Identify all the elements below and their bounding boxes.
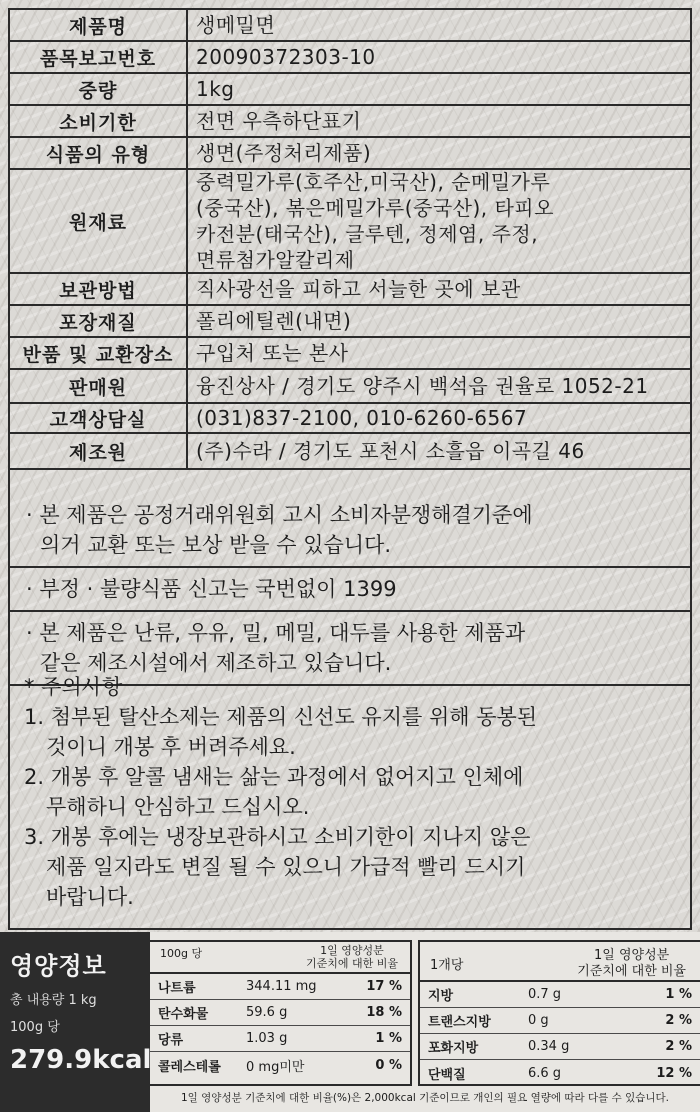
info-value [188, 74, 690, 104]
header-basis: 1개당 [430, 958, 464, 973]
nutrient-row [150, 1052, 410, 1078]
info-label: 제품명 [10, 10, 188, 40]
info-value-line: 생면(주정처리제품) [196, 141, 372, 165]
info-value [188, 434, 690, 468]
nutrient-name: 나트륨 [158, 981, 196, 996]
info-value [188, 338, 690, 368]
info-value-line: (주)수라 / 경기도 포천시 소흘읍 이곡길 46 [196, 439, 585, 463]
info-value-line: 면류첨가알칼리제 [196, 248, 355, 272]
nutrient-row [420, 1034, 700, 1060]
nutrition-table-right [418, 940, 700, 1086]
info-value [188, 274, 690, 304]
header-ratio-line-2: 기준치에 대한 비율 [577, 964, 686, 979]
notice-item [10, 494, 690, 568]
info-value [188, 138, 690, 168]
notice-line: · 본 제품은 난류, 우유, 밀, 메밀, 대두를 사용한 제품과 [26, 621, 526, 645]
nutrition-table-left [150, 940, 412, 1086]
nutrient-name: 콜레스테롤 [158, 1059, 221, 1075]
nutrient-percent: 2 % [665, 1013, 692, 1028]
nutrient-amount: 0 mg미만 [246, 1059, 305, 1075]
nutrition-table-header [150, 942, 410, 974]
header-ratio-line-1: 1일 영양성분 [320, 944, 384, 957]
info-value-line: 중력밀가루(호주산,미국산), 순메밀가루 [196, 170, 551, 194]
info-row [10, 274, 690, 306]
info-label: 포장재질 [10, 306, 188, 336]
nutrient-amount: 59.6 g [246, 1005, 288, 1020]
caution-line: 무해하니 안심하고 드십시오. [46, 795, 310, 819]
caution-title: * 주의사항 [24, 675, 123, 699]
caution-line: 것이니 개봉 후 버려주세요. [46, 735, 296, 759]
nutrition-summary [0, 932, 150, 1112]
nutrition-table-header [420, 942, 700, 982]
info-value-line: (031)837-2100, 010-6260-6567 [196, 406, 528, 430]
notice-section [10, 494, 690, 686]
info-value-line: 생메밀면 [196, 13, 276, 37]
info-value [188, 404, 690, 432]
info-value-line: 20090372303-10 [196, 45, 376, 69]
nutrient-name: 당류 [158, 1033, 184, 1048]
header-ratio-line-1: 1일 영양성분 [594, 948, 670, 963]
notice-item [10, 568, 690, 612]
nutrient-percent: 18 % [366, 1005, 402, 1020]
caution-section [10, 668, 690, 916]
per-serving: 100g 당 [10, 1020, 60, 1035]
info-row [10, 338, 690, 370]
info-value [188, 106, 690, 136]
nutrient-name: 단백질 [428, 1067, 466, 1083]
info-row [10, 10, 690, 42]
product-info-table [10, 10, 690, 470]
notice-line: 같은 제조시설에서 제조하고 있습니다. [40, 651, 392, 675]
nutrient-percent: 2 % [665, 1039, 692, 1054]
info-row [10, 138, 690, 170]
info-label: 고객상담실 [10, 404, 188, 432]
nutrient-row [150, 1000, 410, 1026]
info-value [188, 306, 690, 336]
nutrition-rows [150, 974, 410, 1078]
header-ratio [306, 944, 398, 970]
info-label: 식품의 유형 [10, 138, 188, 168]
nutrient-row [420, 982, 700, 1008]
nutrition-rows [420, 982, 700, 1086]
nutrient-amount: 0 g [528, 1013, 549, 1028]
notice-line: · 본 제품은 공정거래위원회 고시 소비자분쟁해결기준에 [26, 503, 533, 527]
nutrient-row [420, 1060, 700, 1086]
info-row [10, 370, 690, 404]
nutrient-row [420, 1008, 700, 1034]
info-row [10, 404, 690, 434]
info-row [10, 170, 690, 274]
info-row [10, 106, 690, 138]
notice-line: · 부정 · 불량식품 신고는 국번없이 1399 [26, 577, 397, 601]
info-value-line: 융진상사 / 경기도 양주시 백석읍 권율로 1052-21 [196, 374, 649, 398]
info-label: 소비기한 [10, 106, 188, 136]
caution-line: 바랍니다. [46, 885, 134, 909]
caution-line: 3. 개봉 후에는 냉장보관하시고 소비기한이 지나지 않은 [24, 825, 531, 849]
info-value-line: 카전분(태국산), 글루텐, 정제염, 주정, [196, 222, 539, 246]
caution-line: 1. 첨부된 탈산소제는 제품의 신선도 유지를 위해 동봉된 [24, 705, 538, 729]
info-label: 판매원 [10, 370, 188, 402]
nutrient-amount: 344.11 mg [246, 979, 317, 994]
nutrient-name: 포화지방 [428, 1041, 479, 1056]
caution-line: 2. 개봉 후 알콜 냄새는 삶는 과정에서 없어지고 인체에 [24, 765, 524, 789]
info-value [188, 370, 690, 402]
info-value [188, 42, 690, 72]
nutrient-percent: 1 % [665, 987, 692, 1002]
info-value [188, 170, 690, 272]
info-label: 품목보고번호 [10, 42, 188, 72]
header-basis: 100g 당 [160, 947, 203, 960]
header-ratio-line-2: 기준치에 대한 비율 [305, 957, 398, 970]
nutrient-amount: 0.34 g [528, 1039, 570, 1054]
info-value-line: 구입처 또는 본사 [196, 341, 349, 365]
nutrient-percent: 17 % [366, 979, 402, 994]
nutrient-amount: 1.03 g [246, 1031, 288, 1046]
nutrient-name: 트랜스지방 [428, 1015, 491, 1030]
info-row [10, 306, 690, 338]
nutrient-amount: 0.7 g [528, 987, 562, 1002]
nutrient-name: 지방 [428, 989, 454, 1004]
nutrient-row [150, 974, 410, 1000]
info-label: 원재료 [10, 170, 188, 272]
nutrition-title: 영양정보 [10, 952, 107, 980]
info-value [188, 10, 690, 40]
nutrient-percent: 0 % [375, 1057, 402, 1073]
nutrient-row [150, 1026, 410, 1052]
notice-line: 의거 교환 또는 보상 받을 수 있습니다. [40, 533, 392, 557]
info-row [10, 434, 690, 470]
nutrition-footnote: 1일 영양성분 기준치에 대한 비율(%)은 2,000kcal 기준이므로 개인의 필요 열량에 따라 다를 수 있습니다. [181, 1092, 669, 1104]
info-label: 중량 [10, 74, 188, 104]
info-label: 반품 및 교환장소 [10, 338, 188, 368]
info-value-line: 전면 우측하단표기 [196, 109, 362, 133]
nutrient-amount: 6.6 g [528, 1065, 562, 1081]
info-row [10, 42, 690, 74]
info-value-line: (중국산), 볶은메밀가루(중국산), 타피오 [196, 196, 554, 220]
caution-line: 제품 일지라도 변질 될 수 있으니 가급적 빨리 드시기 [46, 855, 526, 879]
calories: 279.9kcal [10, 1045, 152, 1075]
nutrient-percent: 1 % [375, 1031, 402, 1046]
nutrient-name: 탄수화물 [158, 1007, 209, 1022]
nutrient-percent: 12 % [656, 1065, 692, 1081]
total-content: 총 내용량 1 kg [10, 993, 97, 1008]
nutrition-panel [0, 932, 700, 1112]
info-row [10, 74, 690, 106]
info-label: 제조원 [10, 434, 188, 468]
info-label: 보관방법 [10, 274, 188, 304]
info-value-line: 직사광선을 피하고 서늘한 곳에 보관 [196, 277, 521, 301]
header-ratio [577, 948, 686, 980]
info-value-line: 1kg [196, 77, 235, 101]
info-value-line: 폴리에틸렌(내면) [196, 309, 352, 333]
